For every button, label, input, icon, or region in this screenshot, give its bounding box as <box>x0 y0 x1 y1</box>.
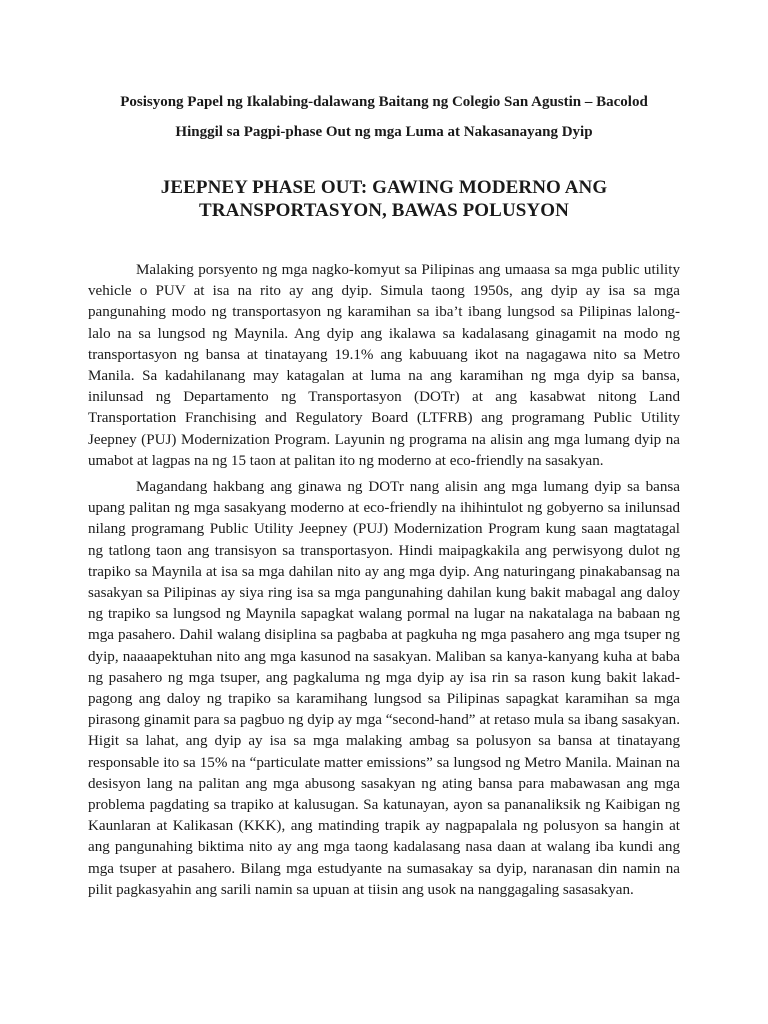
document-header-line-1: Posisyong Papel ng Ikalabing-dalawang Baitang ng Colegio San Agustin – Bacolod <box>120 94 648 110</box>
document-title-line-2: TRANSPORTASYON, BAWAS POLUSYON <box>199 200 569 221</box>
document-title-line-1: JEEPNEY PHASE OUT: GAWING MODERNO ANG <box>160 177 608 198</box>
document-title <box>0 176 768 222</box>
body-paragraph-1: Malaking porsyento ng mga nagko-komyut sa Pilipinas ang umaasa sa mga public utility vehicle o PUV at isa na rito ay ang dyip. Simula taong 1950s, ang dyip ay isa sa mga pangunahing modo ng transportasyon ng karamihan sa iba’t ibang lungsod sa Pilipinas lalong-lalo na sa lungsod ng Maynila. Ang dyip ang ikalawa sa kadalasang ginagamit na modo ng transportasyon ng bansa at tinatayang 19.1% ang kabuuang ikot na nagagawa nito sa Metro Manila. Sa kadahilanang may katagalan at luma na ang karamihan ng mga dyip sa bansa, inilunsad ng Departamento ng Transportasyon (DOTr) at ang kasabwat nitong Land Transportation Franchising and Regulatory Board (LTFRB) ang programang Public Utility Jeepney (PUJ) Modernization Program. Layunin ng programa na alisin ang mga lumang dyip na umabot at lagpas na ng 15 taon at palitan ito ng moderno at eco-friendly na sasakyan. <box>88 262 680 469</box>
body-paragraph-2: Magandang hakbang ang ginawa ng DOTr nang alisin ang mga lumang dyip sa bansa upang palitan ng mga sasakyang moderno at eco-friendly na ihihintulot ng gobyerno sa inilunsad nilang programang Public Utility Jeepney (PUJ) Modernization Program kung saan magtatagal ng tatlong taon ang transisyon sa transportasyon. Hindi maipagkakila ang perwisyong dulot ng trapiko sa Maynila at isa sa mga dahilan nito ay ang mga dyip. Ang naturingang pinakabansag na sasakyan sa Pilipinas ay siya ring isa sa mga pangunahing dahilan kung bakit mabagal ang daloy ng trapiko sa lungsod ng Maynila sapagkat walang pormal na lugar na nakatalaga na babaan ng mga pasahero. Dahil walang disiplina sa pagbaba at pagkuha ng mga pasahero ang mga tsuper ng dyip, naaaapektuhan nito ang mga kasunod na sasakyan. Maliban sa kanya-kanyang kuha at baba ng pasahero ng mga tsuper, ang pagkaluma ng mga dyip ay isa rin sa rason kung bakit lakad-pagong ang daloy ng trapiko sa karamihang lungsod sa Pilipinas sapagkat karamihan sa mga pirasong ginamit para sa pagbuo ng dyip ay mga “second-hand” at retaso mula sa ibang sasakyan. Higit sa lahat, ang dyip ay isa sa mga malaking ambag sa polusyon sa bansa at tinatayang responsable ito sa 15% na “particulate matter emissions” sa lungsod ng Metro Manila. Mainan na desisyon lang na palitan ang mga abusong sasakyan ng ating bansa para mabawasan ang mga problema pagdating sa trapiko at kalusugan. Sa katunayan, ayon sa pananaliksik ng Kaibigan ng Kaunlaran at Kalikasan (KKK), ang matinding trapik ay nagpapalala ng polusyon sa hangin at ang pangunahing biktima nito ay ang mga taong kadalasang nasa daan at walang iba kundi ang mga tsuper at pasahero. Bilang mga estudyante na sumasakay sa dyip, naranasan din namin na pilit pagkasyahin ang sarili namin sa upuan at tiisin ang usok na nanggagaling sasasakyan. <box>88 479 680 898</box>
document-header-line-2: Hinggil sa Pagpi-phase Out ng mga Luma at Nakasanayang Dyip <box>175 124 593 140</box>
